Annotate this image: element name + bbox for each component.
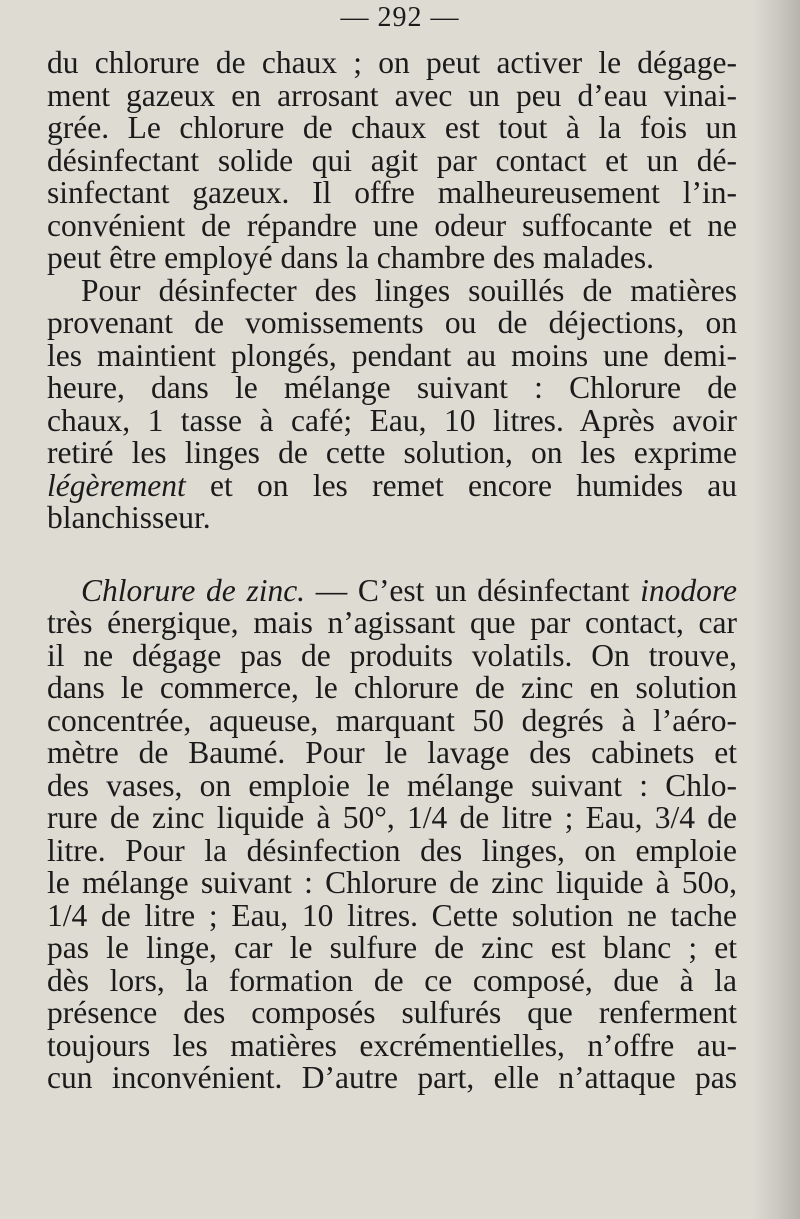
text-line: sinfectant gazeux. Il offre malheureusement l’in- (47, 175, 737, 210)
text-line: toujours les matières excrémentielles, n’offre au- (47, 1027, 737, 1063)
text-line: les maintient plongés, pendant au moins une demi- (47, 337, 737, 373)
text-fragment: — C’est un désinfectant (305, 572, 641, 608)
text-line: désinfectant solide qui agit par contact et un dé- (47, 142, 737, 178)
text-line: grée. Le chlorure de chaux est tout à la fois un (47, 110, 737, 145)
italic-term: inodore (640, 572, 737, 608)
text-line: ment gazeux en arrosant avec un peu d’eau vinai- (47, 77, 737, 113)
text-line: présence des composés sulfurés que renferment (47, 995, 737, 1030)
text-line: dès lors, la formation de ce composé, due à la (47, 962, 737, 998)
text-line: très énergique, mais n’agissant que par contact, car (47, 605, 737, 640)
paragraph-chlorure-de-zinc (47, 572, 737, 1095)
text-line: Pour désinfecter des linges souillés de matières (81, 272, 737, 308)
text-line (47, 467, 737, 503)
page-number: — 292 — (340, 2, 460, 33)
text-line: il ne dégage pas de produits volatils. On trouve, (47, 637, 737, 673)
text-line: chaux, 1 tasse à café; Eau, 10 litres. Après avoir (47, 402, 737, 438)
text-line: litre. Pour la désinfection des linges, on emploie (47, 832, 737, 868)
text-line: concentrée, aqueuse, marquant 50 degrés à l’aéro- (47, 702, 737, 738)
text-line: 1/4 de litre ; Eau, 10 litres. Cette solution ne tache (47, 897, 737, 933)
section-heading: Chlorure de zinc. (81, 572, 306, 608)
text-line: peut être employé dans la chambre des malades. (47, 240, 655, 275)
text-line: provenant de vomissements ou de déjections, on (47, 305, 737, 340)
text-line: dans le commerce, le chlorure de zinc en solution (47, 670, 737, 705)
text-line: cun inconvénient. D’autre part, elle n’attaque pas (47, 1060, 737, 1095)
text-line: du chlorure de chaux ; on peut activer le dégage- (47, 45, 737, 80)
text-line: rure de zinc liquide à 50°, 1/4 de litre ; Eau, 3/4 de (47, 800, 737, 835)
text-line: pas le linge, car le sulfure de zinc est blanc ; et (47, 930, 737, 965)
italic-term: légèrement (47, 467, 186, 503)
text-line: blanchisseur. (47, 500, 211, 535)
paragraph-gap (47, 535, 737, 575)
text-line: mètre de Baumé. Pour le lavage des cabinets et (47, 735, 737, 770)
page-body (47, 47, 737, 1095)
text-line: retiré les linges de cette solution, on les exprime (47, 435, 737, 470)
text-line: le mélange suivant : Chlorure de zinc liquide à 50o, (47, 865, 737, 900)
text-line: heure, dans le mélange suivant : Chlorure de (47, 370, 737, 405)
paragraph-linges (47, 272, 737, 535)
text-line (47, 572, 737, 608)
text-line: convénient de répandre une odeur suffocante et ne (47, 207, 737, 243)
text-fragment: et on les remet encore humides au (185, 467, 737, 503)
paragraph-chlorure-de-chaux-end (47, 47, 737, 275)
text-line: des vases, on emploie le mélange suivant : Chlo- (47, 767, 737, 803)
